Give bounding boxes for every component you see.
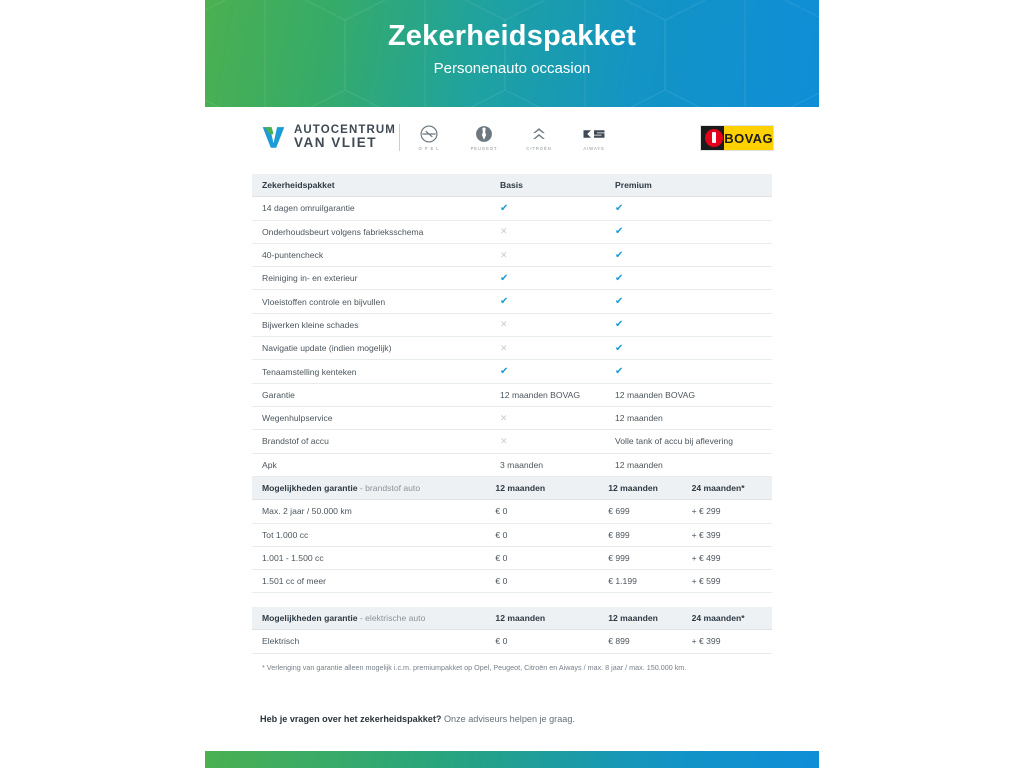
- aiways-icon: [577, 123, 611, 145]
- contact-question-bold: Heb je vragen over het zekerheidspakket?: [260, 714, 442, 724]
- citroen-logo: [522, 123, 556, 151]
- footnote: * Verlenging van garantie alleen mogelijk i.c.m. premiumpakket op Opel, Peugeot, Citroën en Aiways / max. 8 jaar / max. 150.000 km.: [262, 663, 687, 672]
- row-label: 40-puntencheck: [262, 250, 324, 261]
- cell-basis: [500, 226, 615, 237]
- cell-premium: [615, 250, 772, 261]
- cell-premium-price: € 699: [608, 506, 630, 517]
- check-icon: ✔: [615, 202, 624, 214]
- citroen-caption: CITROËN: [526, 146, 552, 151]
- row-label: 1.001 - 1.500 cc: [262, 553, 324, 564]
- check-icon: ✔: [615, 342, 624, 354]
- cell-basis: [500, 390, 615, 400]
- table-row: [252, 337, 772, 360]
- fuel-header-main: Mogelijkheden garantie: [262, 483, 358, 494]
- table-row: [252, 360, 772, 383]
- cell-premium-text: 12 maanden: [615, 413, 663, 424]
- cell-premium: [615, 226, 772, 237]
- row-label: Elektrisch: [262, 636, 300, 647]
- cell-premium-text: 12 maanden BOVAG: [615, 389, 696, 400]
- check-icon: ✔: [615, 366, 624, 378]
- cell-premium-price: € 899: [608, 529, 630, 540]
- citroen-icon: [522, 123, 556, 145]
- cell-basis-price: € 0: [495, 636, 508, 647]
- cell-premium: [615, 273, 772, 284]
- table-header-row: [252, 607, 772, 630]
- cross-icon: ✕: [500, 249, 508, 260]
- check-icon: ✔: [615, 226, 624, 238]
- check-icon: ✔: [500, 202, 509, 214]
- col-header-premium-duur: 12 maanden: [608, 613, 658, 624]
- table-row: [252, 630, 772, 653]
- cell-basis: [500, 460, 615, 470]
- check-icon: ✔: [615, 272, 624, 284]
- cell-premium: [615, 413, 772, 423]
- col-header-basis: Basis: [500, 180, 523, 191]
- table-header-row: [252, 174, 772, 197]
- bovag-mark-icon: [701, 126, 724, 150]
- opel-caption: O P E L: [418, 146, 440, 151]
- page-subtitle: Personenauto occasion: [433, 60, 591, 77]
- cell-extended-price: + € 299: [691, 506, 721, 517]
- table-row: [252, 407, 772, 430]
- check-icon: ✔: [615, 249, 624, 261]
- table-row: [252, 244, 772, 267]
- table-row: [252, 454, 772, 477]
- col-header-basis-duur: 12 maanden: [495, 483, 546, 494]
- row-label: Navigatie update (indien mogelijk): [262, 343, 392, 354]
- check-icon: ✔: [615, 296, 624, 308]
- cell-premium: [615, 390, 772, 400]
- opel-icon: [412, 123, 446, 145]
- table-row: [252, 290, 772, 313]
- row-label: Wegenhulpservice: [262, 413, 333, 424]
- cell-extended-price: + € 399: [691, 636, 721, 647]
- row-label: Apk: [262, 459, 277, 470]
- cell-basis-text: 12 maanden BOVAG: [500, 389, 581, 400]
- row-label: Tenaamstelling kenteken: [262, 366, 357, 377]
- cell-extended-price: + € 399: [691, 529, 721, 540]
- bovag-logo: [700, 125, 774, 151]
- row-label: Onderhoudsbeurt volgens fabrieksschema: [262, 226, 424, 237]
- cell-basis-price: € 0: [495, 576, 508, 587]
- aiways-caption: AIWAYS: [583, 146, 605, 151]
- contact-question: [260, 714, 780, 724]
- peugeot-logo: [467, 123, 501, 151]
- fuel-header-sub: - brandstof auto: [359, 483, 421, 494]
- col-header-basis-duur: 12 maanden: [495, 613, 546, 624]
- contact-question-light: Onze adviseurs helpen je graag.: [441, 714, 575, 724]
- elec-header-sub: - elektrische auto: [359, 613, 426, 624]
- van-vliet-mark-icon: [260, 123, 287, 151]
- cross-icon: ✕: [500, 226, 508, 237]
- table-row: [252, 197, 772, 220]
- table-row: [252, 314, 772, 337]
- cross-icon: ✕: [500, 342, 508, 353]
- aiways-logo: [577, 123, 611, 151]
- brand-divider: [399, 124, 400, 151]
- cell-premium: [615, 460, 772, 470]
- row-label: 14 dagen omruilgarantie: [262, 203, 355, 214]
- cell-basis: [500, 366, 615, 377]
- elec-header-main: Mogelijkheden garantie: [262, 613, 358, 624]
- cell-basis: [500, 343, 615, 354]
- col-header-premium: Premium: [615, 180, 652, 191]
- row-label: Reiniging in- en exterieur: [262, 273, 358, 284]
- row-label: Max. 2 jaar / 50.000 km: [262, 506, 352, 517]
- table-row: [252, 384, 772, 407]
- col-header-premium-duur: 12 maanden: [608, 483, 658, 494]
- col-header-garantie-elektrisch: [252, 613, 495, 623]
- cell-premium: [615, 343, 772, 354]
- cell-premium: [615, 296, 772, 307]
- row-label: 1.501 cc of meer: [262, 576, 327, 587]
- cell-premium: [615, 203, 772, 214]
- row-label: Brandstof of accu: [262, 436, 329, 447]
- table-row: [252, 570, 772, 593]
- table-row: [252, 500, 772, 523]
- peugeot-caption: PEUGEOT: [470, 146, 498, 151]
- cross-icon: ✕: [500, 412, 508, 423]
- cell-premium: [615, 366, 772, 377]
- check-icon: ✔: [500, 366, 509, 378]
- cell-extended-price: + € 499: [691, 553, 721, 564]
- cell-premium-text: 12 maanden: [615, 459, 663, 470]
- brand-bar: [205, 107, 819, 167]
- page-title: Zekerheidspakket: [387, 20, 637, 52]
- table-row: [252, 221, 772, 244]
- table-row: [252, 547, 772, 570]
- cell-basis: [500, 436, 615, 447]
- row-label: Bijwerken kleine schades: [262, 319, 359, 330]
- dealer-name-line1: AUTOCENTRUM: [294, 123, 396, 136]
- table-row: [252, 267, 772, 290]
- row-label: Tot 1.000 cc: [262, 529, 309, 540]
- opel-logo: [412, 123, 446, 151]
- col-header-verlenging-duur: 24 maanden*: [691, 613, 745, 624]
- cross-icon: ✕: [500, 319, 508, 330]
- cell-basis: [500, 319, 615, 330]
- cell-extended-price: + € 599: [691, 576, 721, 587]
- cell-basis-price: € 0: [495, 553, 508, 564]
- cell-premium-price: € 999: [608, 553, 630, 564]
- table-header-row: [252, 477, 772, 500]
- cell-basis: [500, 273, 615, 284]
- row-label: Vloeistoffen controle en bijvullen: [262, 296, 386, 307]
- table-row: [252, 524, 772, 547]
- header-banner: [205, 0, 819, 107]
- garantie-elektrisch-table: [252, 607, 772, 654]
- cell-basis-text: 3 maanden: [500, 459, 544, 470]
- cell-basis-price: € 0: [495, 506, 508, 517]
- cell-basis: [500, 203, 615, 214]
- cell-basis-price: € 0: [495, 529, 508, 540]
- check-icon: ✔: [500, 272, 509, 284]
- cell-basis: [500, 250, 615, 261]
- cell-premium: [615, 319, 772, 330]
- cell-premium-price: € 1.199: [608, 576, 637, 587]
- cell-premium: [615, 436, 772, 446]
- col-header-verlenging-duur: 24 maanden*: [691, 483, 745, 494]
- banner-pattern-icon: [205, 0, 819, 107]
- cross-icon: ✕: [500, 435, 508, 446]
- check-icon: ✔: [500, 296, 509, 308]
- dealer-name-line2: VAN VLIET: [294, 134, 378, 150]
- row-label: Garantie: [262, 389, 295, 400]
- cell-premium-text: Volle tank of accu bij aflevering: [615, 436, 733, 447]
- check-icon: ✔: [615, 319, 624, 331]
- garantie-brandstof-table: [252, 477, 772, 593]
- cell-premium-price: € 899: [608, 636, 630, 647]
- col-header-garantie-brandstof: [252, 483, 495, 493]
- dealer-logo: [260, 123, 396, 151]
- peugeot-icon: [467, 123, 501, 145]
- document-sheet: [205, 0, 819, 768]
- cell-basis: [500, 296, 615, 307]
- footer-bar: [205, 751, 819, 768]
- cell-basis: [500, 413, 615, 424]
- bovag-label: BOVAG: [724, 126, 773, 150]
- zekerheidspakket-table: [252, 174, 772, 477]
- oem-logo-group: [412, 123, 611, 151]
- col-header-feature: Zekerheidspakket: [262, 180, 335, 191]
- table-row: [252, 430, 772, 453]
